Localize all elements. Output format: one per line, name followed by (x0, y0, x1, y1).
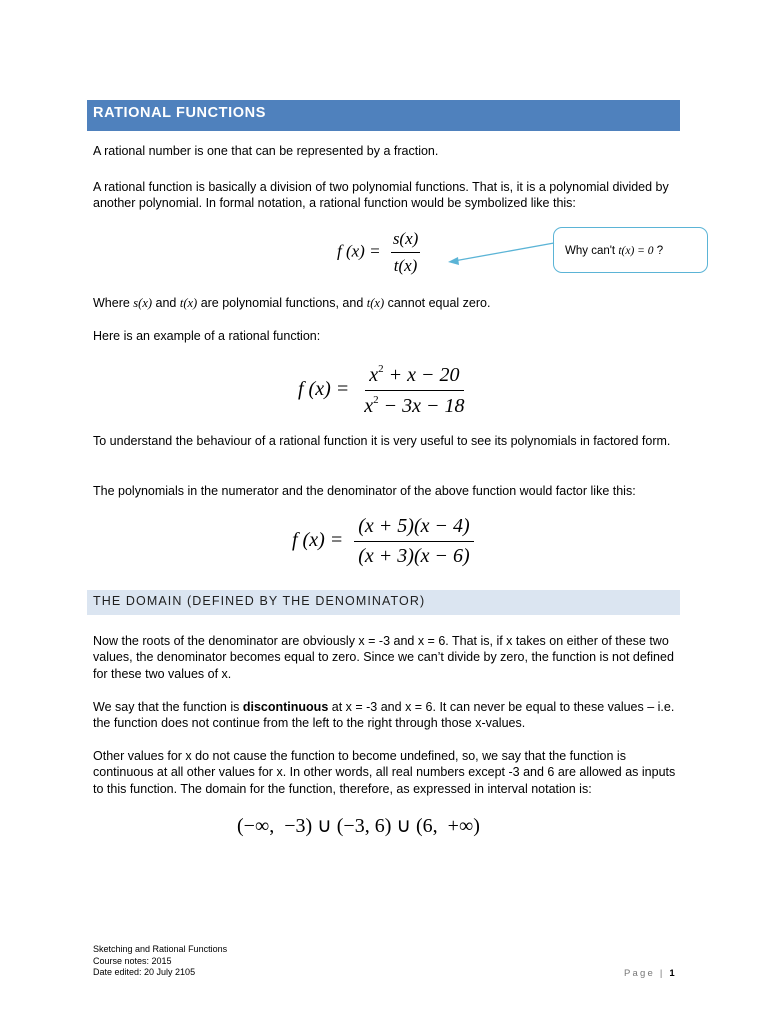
fraction (354, 515, 473, 568)
math-t-of-x: t(x) (366, 296, 385, 310)
exponent: 2 (373, 394, 379, 406)
fraction (391, 229, 420, 276)
text-fragment: cannot equal zero. (384, 296, 491, 310)
domain-interval-notation: (−∞, −3) ∪ (−3, 6) ∪ (6, +∞) (237, 815, 480, 837)
paragraph-rational-function-definition: A rational function is basically a division of two polynomial functions. That is, it is a polynomial divided by another polynomial. In formal notation, a rational function would be symbolized like this: (93, 180, 669, 211)
page-number-value: 1 (669, 968, 675, 979)
math-t-of-x: t(x) (179, 296, 198, 310)
footer-title: Sketching and Rational Functions (93, 944, 228, 954)
text-fragment: at x = -3 and x = 6. It can never be equal to these values – i.e. the function does not continue from the left to the right through those x-values. (93, 700, 675, 731)
equation-lhs: f (x) = (337, 241, 381, 261)
fraction-numerator: s(x) (391, 229, 420, 253)
paragraph-where (93, 295, 678, 311)
footer-info (93, 944, 227, 979)
paragraph-rational-number: A rational number is one that can be represented by a fraction. (93, 144, 439, 158)
equation-factored (292, 515, 474, 568)
paragraph-roots: Now the roots of the denominator are obviously x = -3 and x = 6. That is, if x takes on either of these two values, the denominator becomes equal to zero. Since we can’t divide by zero, the function is not defined for these two values of x. (93, 634, 674, 681)
text-fragment: and (152, 296, 180, 310)
fraction-denominator: (x + 3)(x − 6) (358, 545, 470, 567)
page-label: Page | (624, 968, 665, 979)
page-number (624, 968, 675, 979)
equation-lhs: f (x) = (298, 378, 350, 401)
callout-question: ? (653, 245, 664, 257)
fraction-denominator (360, 391, 468, 418)
footer-course: Course notes: 2015 (93, 955, 172, 966)
paragraph-factoring: The polynomials in the numerator and the denominator of the above function would factor like this: (93, 484, 636, 498)
equation-example (298, 363, 469, 418)
fraction-numerator: (x + 5)(x − 4) (354, 515, 473, 542)
math-s-of-x: s(x) (133, 296, 153, 310)
exponent: 2 (378, 363, 384, 375)
fraction-numerator (365, 363, 463, 391)
callout-text: Why can't (565, 245, 619, 257)
paragraph-continuous: Other values for x do not cause the function to become undefined, so, we say that the function is continuous at all other values for x. In other words, all real numbers except -3 and 6 are allowed as inputs to this function. The domain for the function, therefore, as expressed in interval notation is: (93, 749, 676, 796)
text-fragment: We say that the function is (93, 700, 243, 714)
callout-math: t(x) = 0 (618, 245, 654, 257)
term: x (364, 395, 374, 417)
term: x (369, 364, 379, 386)
term: − 3x − 18 (378, 395, 465, 417)
bold-term: discontinuous (242, 700, 329, 714)
callout-box (553, 227, 708, 273)
paragraph-example-intro: Here is an example of a rational function: (93, 329, 321, 343)
fraction-denominator: t(x) (393, 256, 418, 275)
callout-arrow-icon (440, 240, 556, 270)
paragraph-discontinuous (93, 699, 678, 732)
equation-general-form (337, 229, 420, 276)
text-fragment: are polynomial functions, and (197, 296, 367, 310)
footer-date: Date edited: 20 July 2105 (93, 967, 196, 977)
fraction (360, 363, 468, 418)
term: + x − 20 (383, 364, 460, 386)
section-heading-domain: THE DOMAIN (DEFINED BY THE DENOMINATOR) (87, 590, 680, 615)
equation-lhs: f (x) = (292, 529, 344, 552)
text-fragment: Where (93, 296, 134, 310)
paragraph-behaviour: To understand the behaviour of a rational function it is very useful to see its polynomials in factored form. (93, 434, 671, 448)
section-heading-rational-functions: RATIONAL FUNCTIONS (87, 100, 680, 131)
